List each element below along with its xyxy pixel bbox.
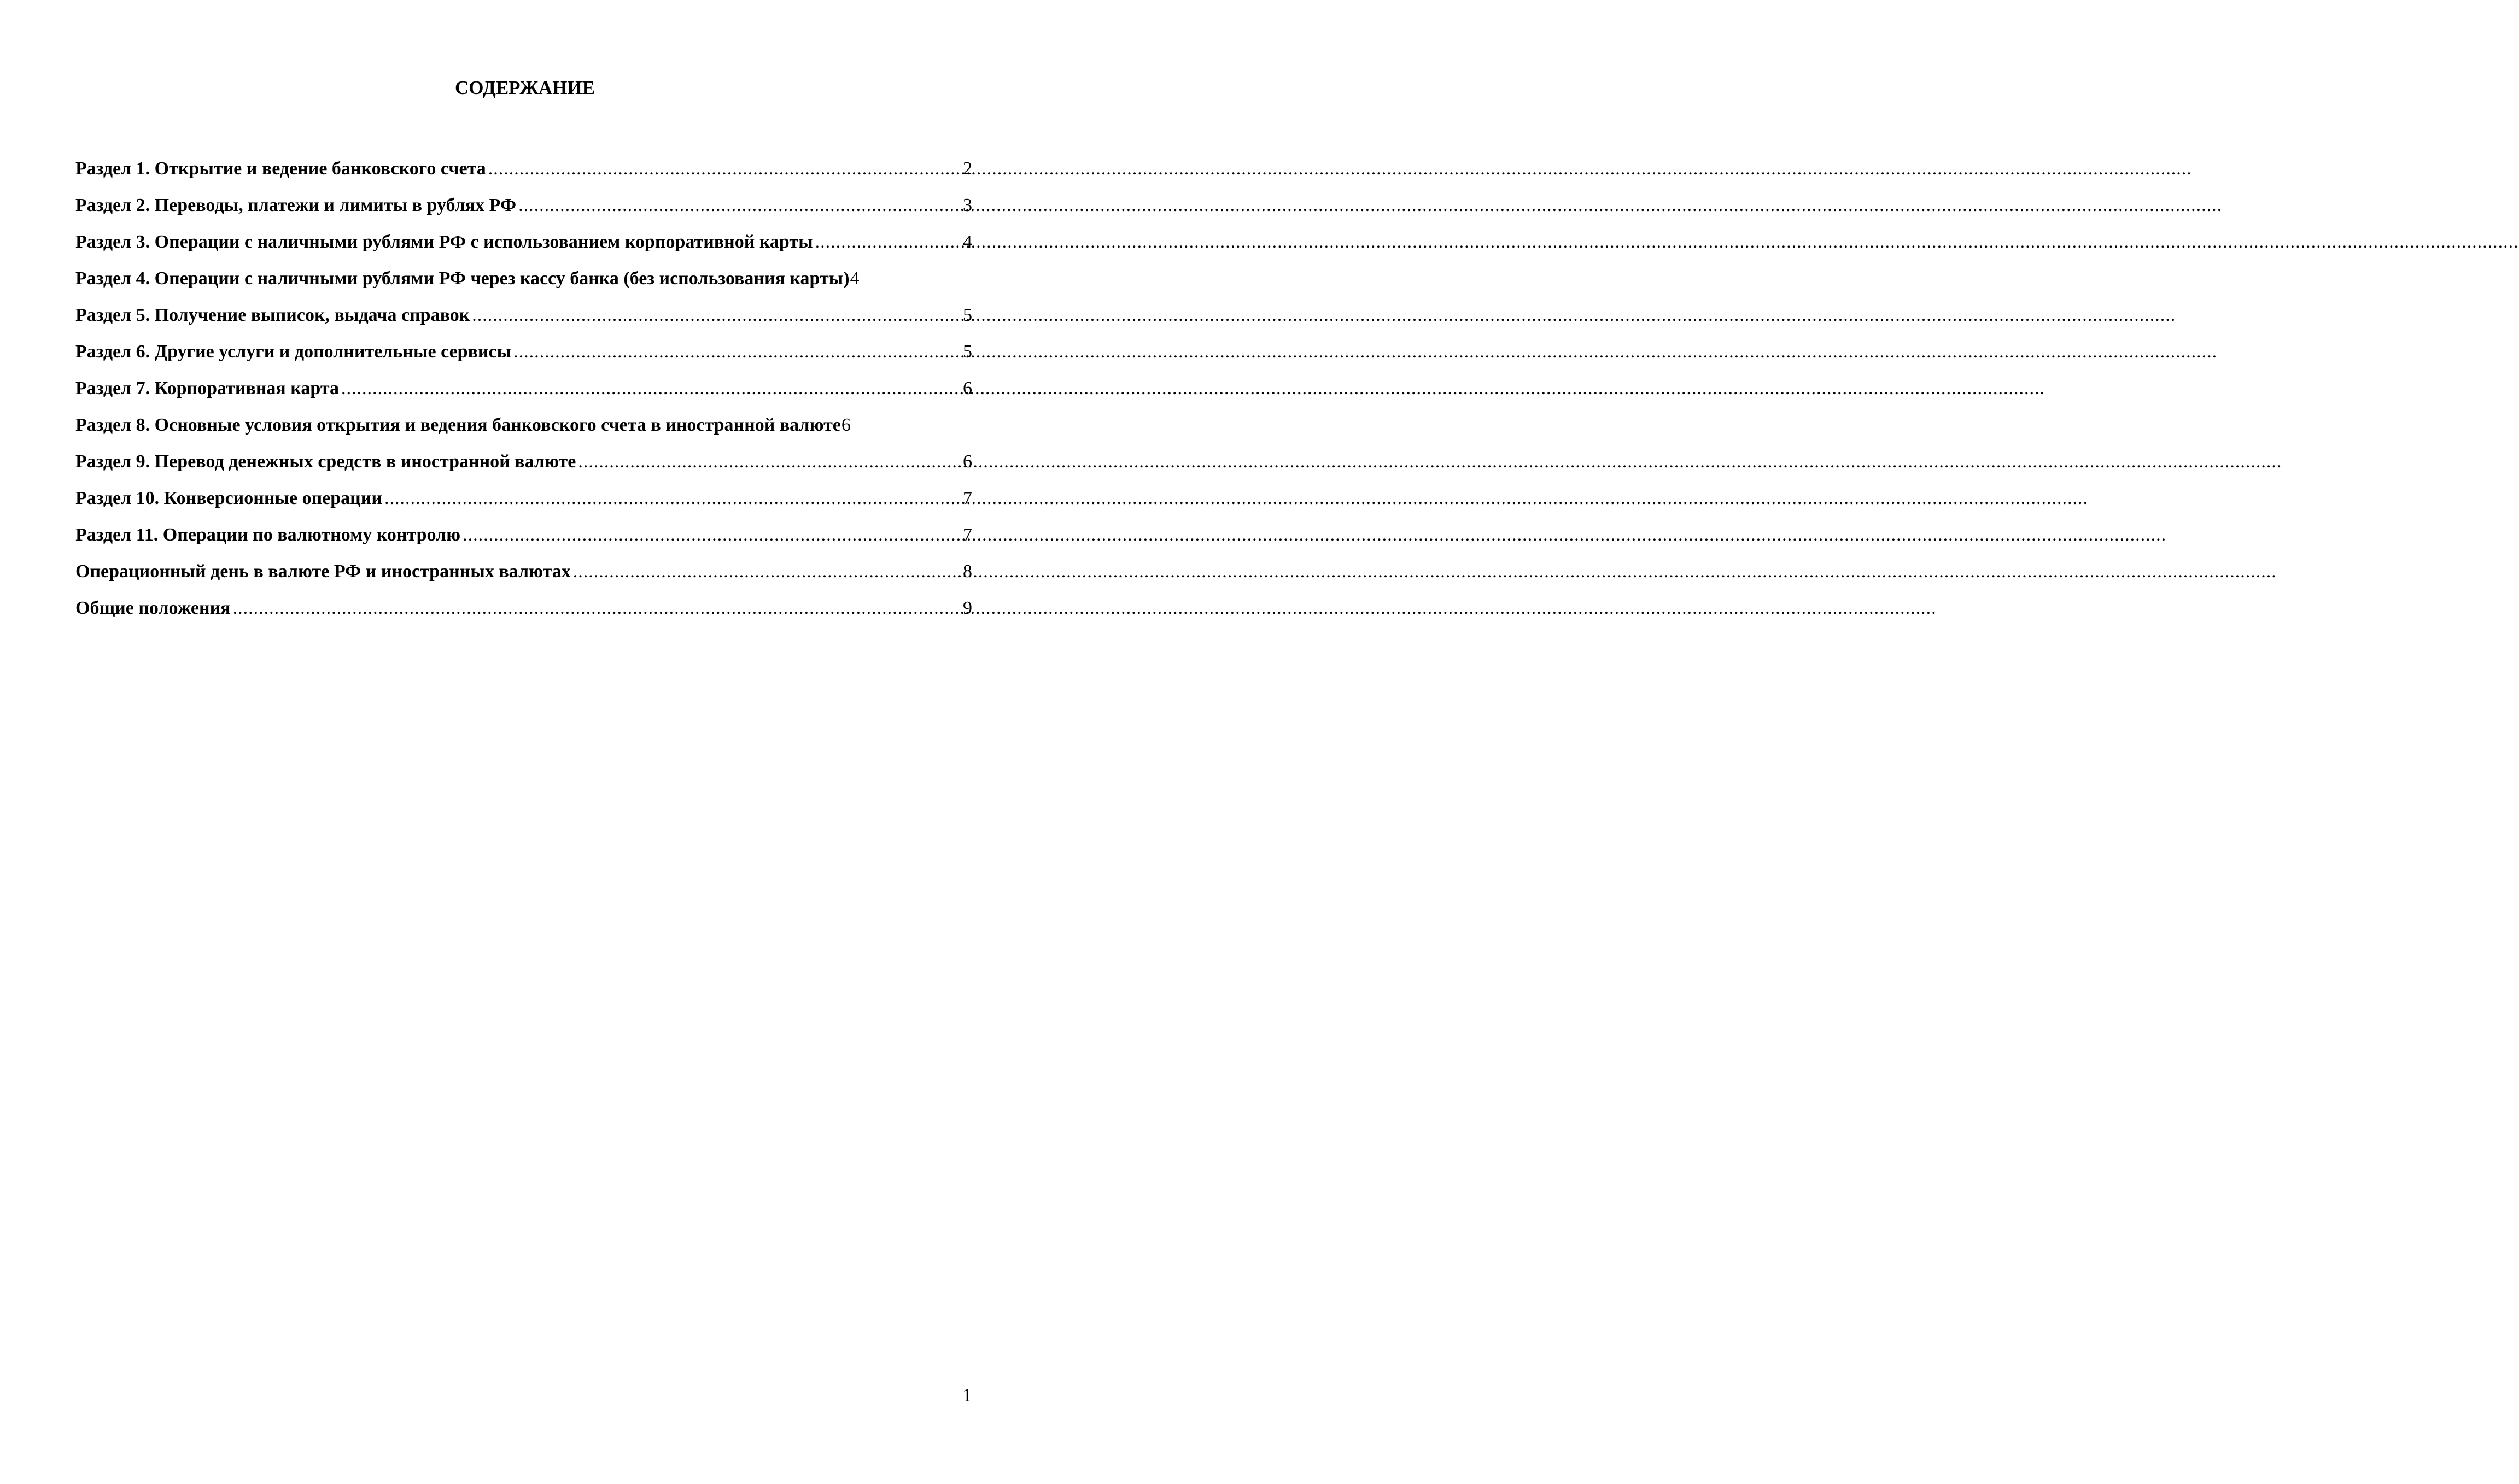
- toc-dot-leader: [341, 370, 960, 407]
- toc-entry[interactable]: [75, 150, 972, 187]
- toc-dot-leader: [488, 150, 960, 187]
- toc-entry-page: 6: [841, 415, 851, 435]
- toc-entry-label: Раздел 5. Получение выписок, выдача справок: [75, 305, 470, 325]
- toc-entry-page: 7: [963, 525, 972, 545]
- toc-dot-leader: [233, 590, 960, 626]
- toc-title: СОДЕРЖАНИЕ: [454, 77, 595, 98]
- toc-dot-leader: [578, 443, 960, 480]
- document-page: [0, 0, 1050, 1484]
- toc-entry-page: 4: [850, 268, 860, 289]
- toc-dot-leader: [384, 480, 960, 517]
- toc-entry[interactable]: [75, 370, 972, 407]
- toc-entry[interactable]: [75, 590, 972, 626]
- toc-entry[interactable]: [75, 443, 972, 480]
- toc-entry[interactable]: [75, 407, 972, 443]
- toc-dot-leader: [463, 517, 960, 553]
- toc-dot-leader: [815, 224, 960, 260]
- toc-entry-page: 7: [963, 488, 972, 508]
- table-of-contents: [75, 150, 972, 626]
- toc-entry-label: Раздел 6. Другие услуги и дополнительные сервисы: [75, 342, 512, 362]
- toc-entry-page: 4: [963, 232, 972, 252]
- toc-entry-label: Раздел 8. Основные условия открытия и ведения банковского счета в иностранной валюте: [75, 415, 841, 435]
- toc-entry-page: 2: [963, 159, 972, 179]
- toc-entry-label: Операционный день в валюте РФ и иностранных валютах: [75, 561, 571, 582]
- toc-entry-page: 5: [963, 305, 972, 325]
- toc-dot-leader: [573, 553, 960, 590]
- toc-entry-page: 5: [963, 342, 972, 362]
- toc-entry-label: Раздел 10. Конверсионные операции: [75, 488, 382, 508]
- toc-entry[interactable]: [75, 333, 972, 370]
- toc-dot-leader: [518, 187, 960, 224]
- toc-entry[interactable]: [75, 517, 972, 553]
- toc-entry-label: Раздел 7. Корпоративная карта: [75, 378, 339, 398]
- toc-entry[interactable]: [75, 224, 972, 260]
- toc-entry-label: Раздел 1. Открытие и ведение банковского счета: [75, 159, 486, 179]
- toc-entry-page: 9: [963, 598, 972, 618]
- toc-entry-page: 6: [963, 451, 972, 472]
- toc-entry-label: Раздел 11. Операции по валютному контролю: [75, 525, 461, 545]
- toc-entry-label: Общие положения: [75, 598, 231, 618]
- page-number: 1: [962, 1385, 972, 1406]
- toc-dot-leader: [513, 333, 960, 370]
- toc-entry-page: 8: [963, 561, 972, 582]
- toc-entry-label: Раздел 4. Операции с наличными рублями РФ через кассу банка (без использования карты): [75, 268, 850, 289]
- toc-dot-leader: [472, 297, 960, 333]
- toc-entry-page: 3: [963, 195, 972, 215]
- toc-entry[interactable]: [75, 297, 972, 333]
- toc-entry-page: 6: [963, 378, 972, 398]
- toc-entry[interactable]: [75, 480, 972, 517]
- toc-entry-label: Раздел 2. Переводы, платежи и лимиты в рублях РФ: [75, 195, 517, 215]
- toc-entry-label: Раздел 9. Перевод денежных средств в иностранной валюте: [75, 451, 576, 472]
- toc-entry[interactable]: [75, 553, 972, 590]
- toc-entry[interactable]: [75, 187, 972, 224]
- toc-entry-label: Раздел 3. Операции с наличными рублями РФ с использованием корпоративной карты: [75, 232, 813, 252]
- toc-entry[interactable]: [75, 260, 972, 297]
